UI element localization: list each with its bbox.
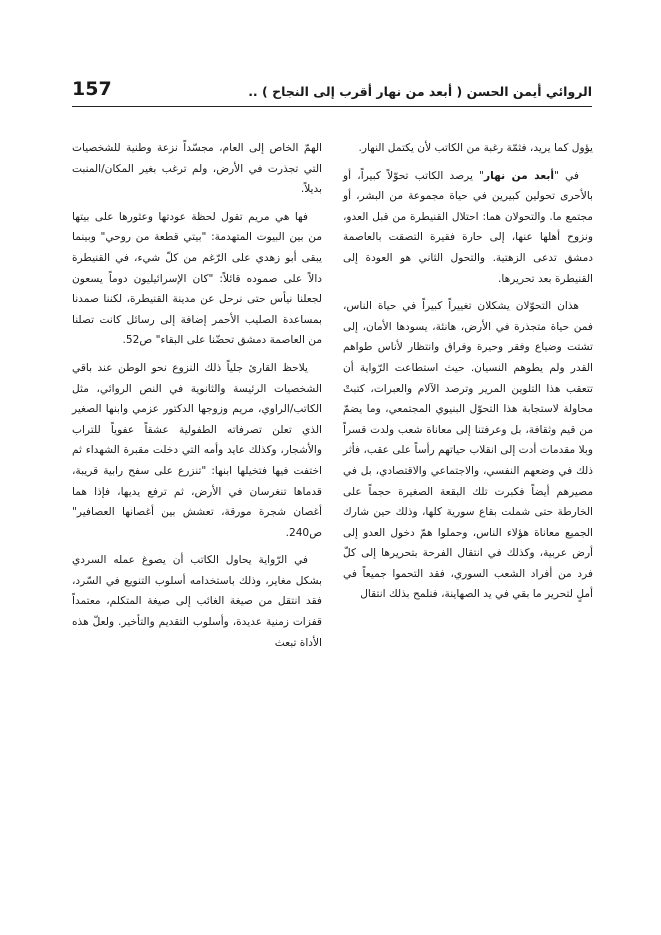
paragraph-lead: في " <box>553 169 579 182</box>
paragraph: في الرّواية يحاول الكاتب أن يصوغ عمله السردي بشكل مغاير، وذلك باستخدامه أسلوب التنويع في السّرد، فقد انتقل من صيغة الغائب إلى صيغة المتكلم، معتمداً قفزات زمنية عديدة، وأسلوب التقديم والتأخير. ولعلّ هذه الأداة تبعث <box>72 554 322 649</box>
paragraph: الهمّ الخاص إلى العام، مجسّداً نزعة وطنية للشخصيات التي تجذرت في الأرض، ولم ترغب بغير المكان/المنبت بديلاً. <box>72 142 322 196</box>
paragraph: يؤول كما يريد، فثمّة رغبة من الكاتب لأن يكتمل النهار. <box>358 142 593 154</box>
book-title-keyword: أبعد من نهار <box>484 169 554 182</box>
paragraph: هذان التحوّلان يشكلان تغييراً كبيراً في حياة الناس، فمن حياة متجذرة في الأرض، هانئة، يسودها الأمان، إلى تشتت وضياع وفقر وحيرة وفراق وانتظار لأناس طواهم القدر ولم يطوهم النسيان. حيث استطاعت الرّواية أن تتعقب هذا التلوين المرير وترصد الآلام والعبرات، كتبتْ محاولة لاستجابة هذا التحوّل البنيوي المجتمعي، وما يضمّ من قيم وثقافة، بل وعرفتنا إلى معاناة شعب ولدت قسراً وبلا مقدمات أدت إلى انقلاب حياتهم رأساً على عقب، فأثر ذلك في وضعهم النفسي، والاجتماعي والاقتصادي، بل في مصيرهم أيضاً فكبرت تلك البقعة الصغيرة حجماً على الخارطة حتى شملت بقاع سورية كلها، وذلك حين شارك الجميع معاناة هؤلاء الناس، وحملوا همّ دخول العدو إلى أرض عربية، وكذلك في انتقال الفرحة بتحريرها إلى كلّ فرد من أفراد الشعب السوري، فقد التحموا جميعاً في أملٍ لتحرير ما بقي في يد الصهاينة، فنلمح بذلك انتقال <box>343 300 593 601</box>
running-title: الروائي أيمن الحسن ( أبعد من نهار أقرب إلى النجاح ) .. <box>248 83 592 99</box>
paragraph: فها هي مريم تقول لحظة عودتها وعثورها على بيتها من بين البيوت المتهدمة: "بيتي قطعة من روحي" وبينما يبقى أبو زهدي على الرّغم من كلّ شيء، في القنيطرة دالاً على صموده قائلاً: "كان الإسرائيليون دوماً يسعون لجعلنا نيأس حتى نرحل عن مدينة القنيطرة، لكننا صمدنا بمساعدة الصليب الأحمر إضافة إلى رسائل كانت تصلنا من العاصمة دمشق تحضّنا على البقاء" ص52. <box>72 210 322 347</box>
paragraph <box>343 166 593 290</box>
paragraph-text: " يرصد الكاتب تحوّلاً كبيراً، أو بالأحرى تحولين كبيرين في حياة مجموعة من البشر، أو مجتمع ما. والتحولان هما: احتلال القنيطرة من قبل العدو، ونزوح أهلها عنها، إلى حارة فقيرة التصقت بالعاصمة دمشق تدعى الزهتية. والتحول الثاني هو العودة إلى القنيطرة بعد تحريرها. <box>343 169 593 285</box>
page-header <box>72 78 592 104</box>
header-rule <box>72 106 592 107</box>
paragraph: يلاحظ القارئ جلياً ذلك النزوع نحو الوطن عند باقي الشخصيات الرئيسة والثانوية في النص الروائي، مثل الكاتب/الراوي، مريم وزوجها الدكتور عزمي وابنها الصغير الذي تعلن تصرفاته الطفولية عشقاً عفوياً للتراب والأشجار، وكذلك عايد وأمه التي دخلت مقبرة الشهداء ثم اختفت فيها فتخيلها ابنها: "تنزرع على سفح رابية قريبة، قدماها تنغرسان في الأرض، ثم ترفع يديها، فإذا هما أغصان شجرة مورقة، تعشش بين أغصانها العصافير" ص240. <box>72 361 322 539</box>
page-number: 157 <box>72 78 112 100</box>
right-column <box>343 138 593 612</box>
left-column <box>72 138 322 660</box>
